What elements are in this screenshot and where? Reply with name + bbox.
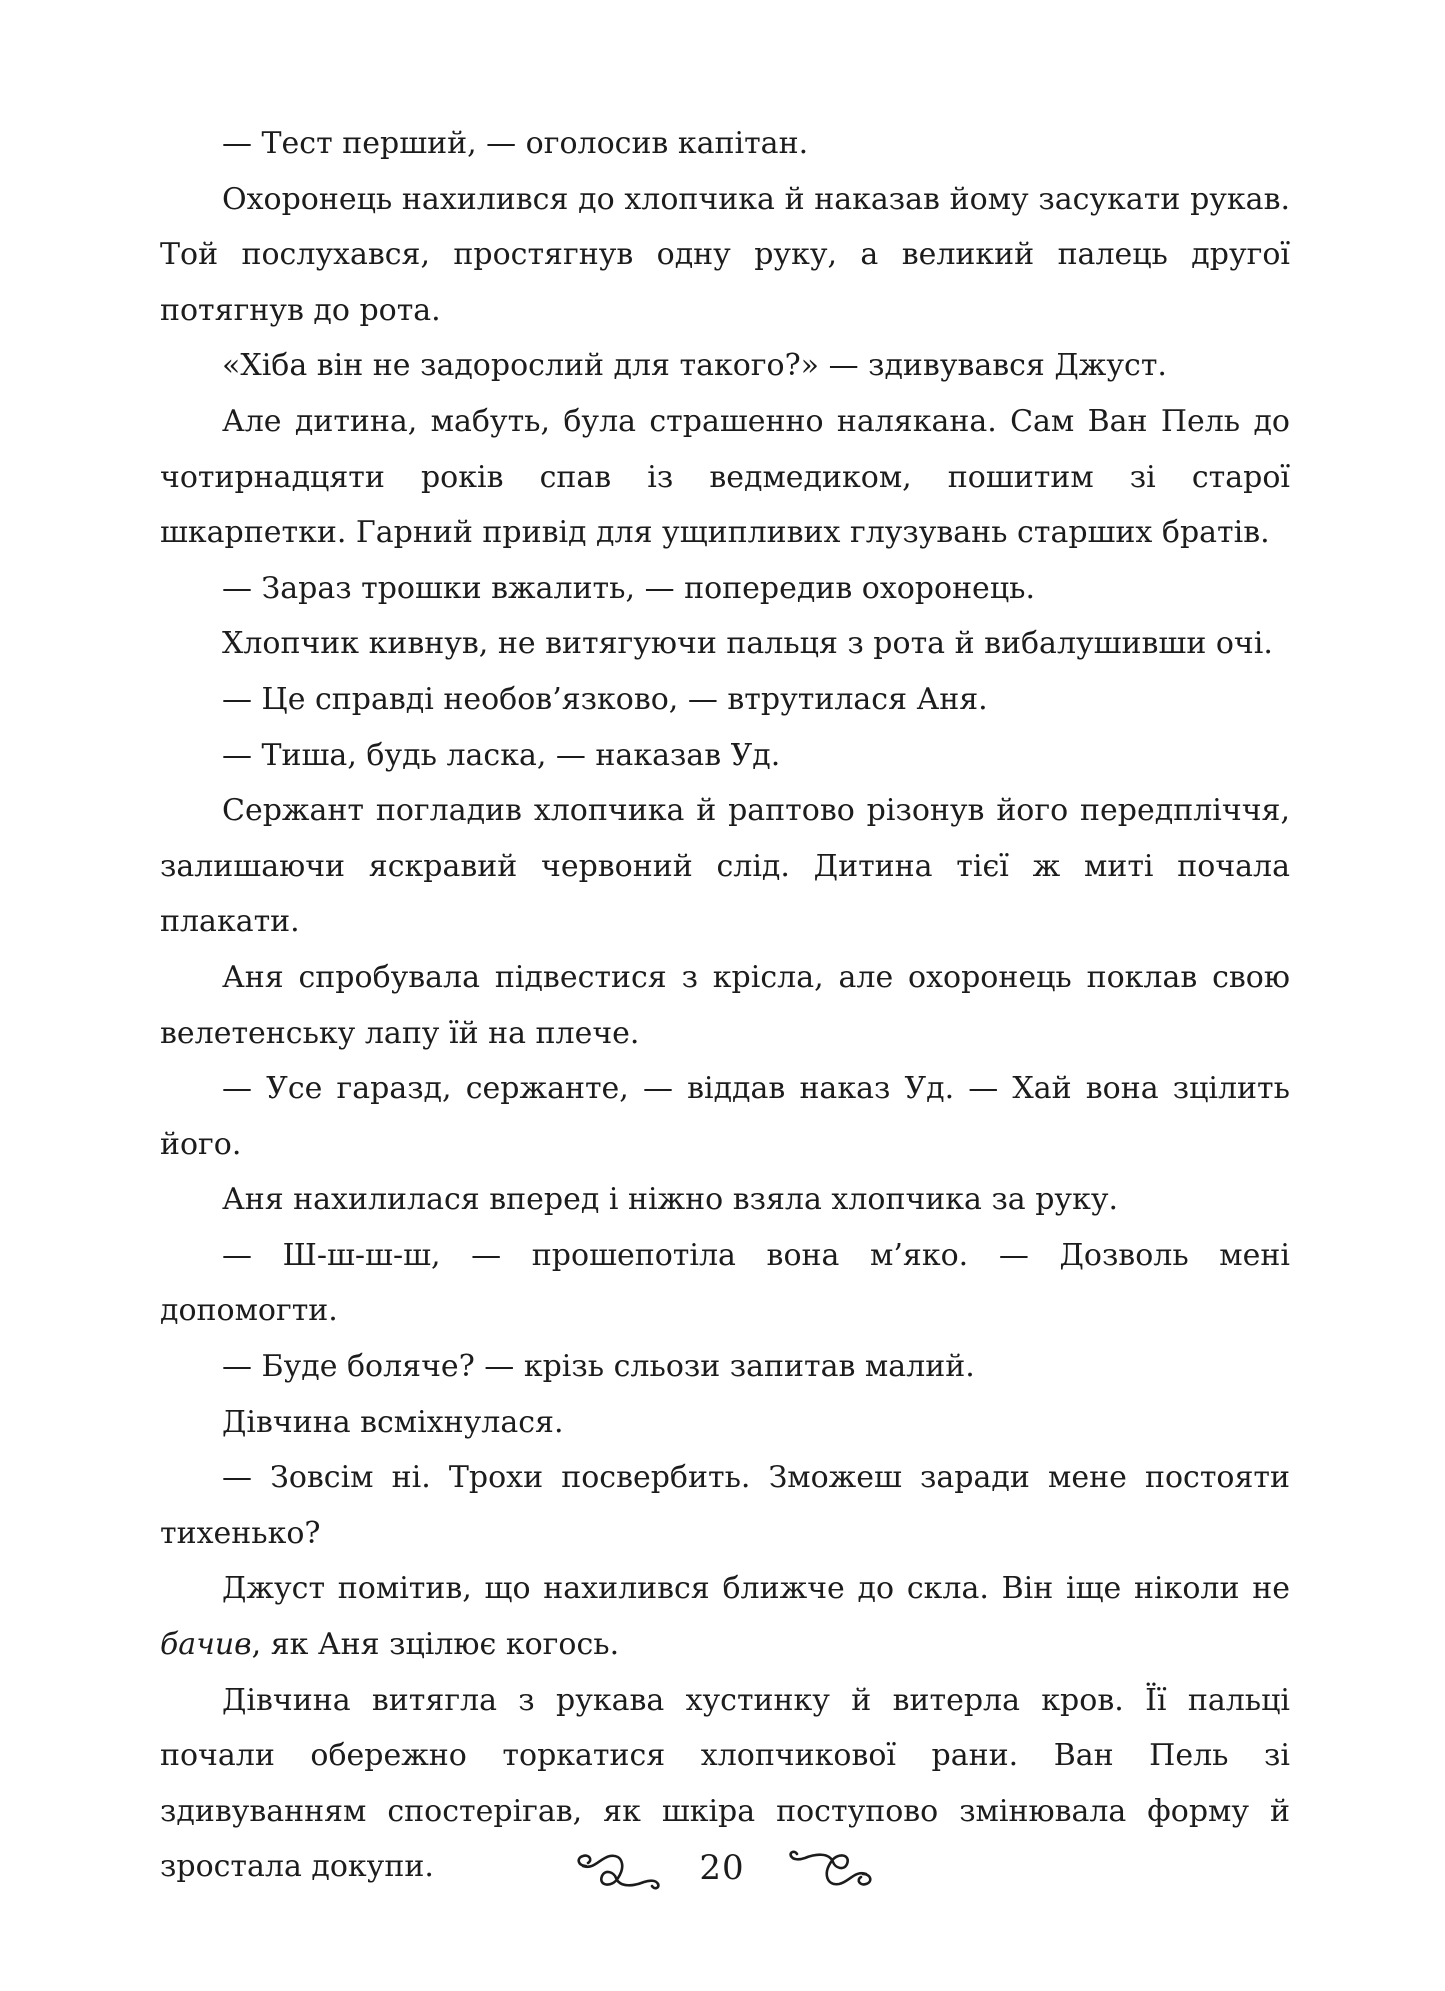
paragraph: — Тиша, будь ласка, — наказав Уд. <box>222 737 781 773</box>
paragraph: Дівчина всміхнулася. <box>222 1404 564 1440</box>
paragraph: — Тест перший, — оголосив капітан. <box>222 126 809 161</box>
left-flourish-icon <box>572 1846 664 1894</box>
paragraph: Охоронець нахилився до хлопчика й наказав йому засукати рукав. Той послухався, простягнув одну руку, а великий палець другої потягнув до рота. <box>160 181 1290 328</box>
right-flourish-icon <box>785 1846 877 1894</box>
paragraph: Аня нахилилася вперед і ніжно взяла хлопчика за руку. <box>222 1182 1119 1218</box>
paragraph <box>160 1561 1290 1672</box>
paragraph: Але дитина, мабуть, була страшенно налякана. Сам Ван Пель до чотирнадцяти років спав із ведмедиком, пошитим зі старої шкарпетки. Гарний привід для ущипливих глузувань старших братів. <box>160 403 1290 551</box>
paragraph: Аня спробувала підвестися з крісла, але охоронець поклав свою велетенську лапу їй на плече. <box>160 959 1290 1051</box>
paragraph: — Зовсім ні. Трохи посвербить. Зможеш заради мене постояти тихенько? <box>160 1460 1290 1551</box>
page-body-text <box>160 116 1290 1895</box>
emphasized-word: бачив <box>160 1627 252 1663</box>
paragraph: — Ш-ш-ш-ш, — прошепотіла вона м’яко. — Дозволь мені допомогти. <box>160 1237 1290 1329</box>
paragraph: Сержант погладив хлопчика й раптово різонув його передпліччя, залишаючи яскравий червоний слід. Дитина тієї ж миті почала плакати. <box>160 793 1290 940</box>
paragraph: «Хіба він не задорослий для такого?» — здивувався Джуст. <box>222 348 1167 384</box>
page-number: 20 <box>699 1848 745 1888</box>
paragraph: — Це справді необов’язково, — втрутилася Аня. <box>222 681 988 717</box>
page-footer <box>0 1840 1445 1920</box>
paragraph: — Усе гаразд, сержанте, — віддав наказ Уд. — Хай вона зцілить його. <box>160 1071 1290 1162</box>
paragraph-text: Джуст помітив, що нахилився ближче до скла. Він іще ніколи не <box>222 1571 1290 1607</box>
paragraph: Дівчина витягла з рукава хустинку й витерла кров. Її пальці почали обережно торкатися хлопчикової рани. Ван Пель зі здивуванням спостерігав, як шкіра поступово змінювала форму й зростала докупи. <box>160 1682 1290 1885</box>
paragraph: Хлопчик кивнув, не витягуючи пальця з рота й вибалушивши очі. <box>222 626 1273 662</box>
paragraph: — Зараз трошки вжалить, — попередив охоронець. <box>222 570 1035 606</box>
paragraph: — Буде боляче? — крізь сльози запитав малий. <box>222 1349 975 1385</box>
paragraph-text: , як Аня зцілює когось. <box>251 1627 620 1663</box>
